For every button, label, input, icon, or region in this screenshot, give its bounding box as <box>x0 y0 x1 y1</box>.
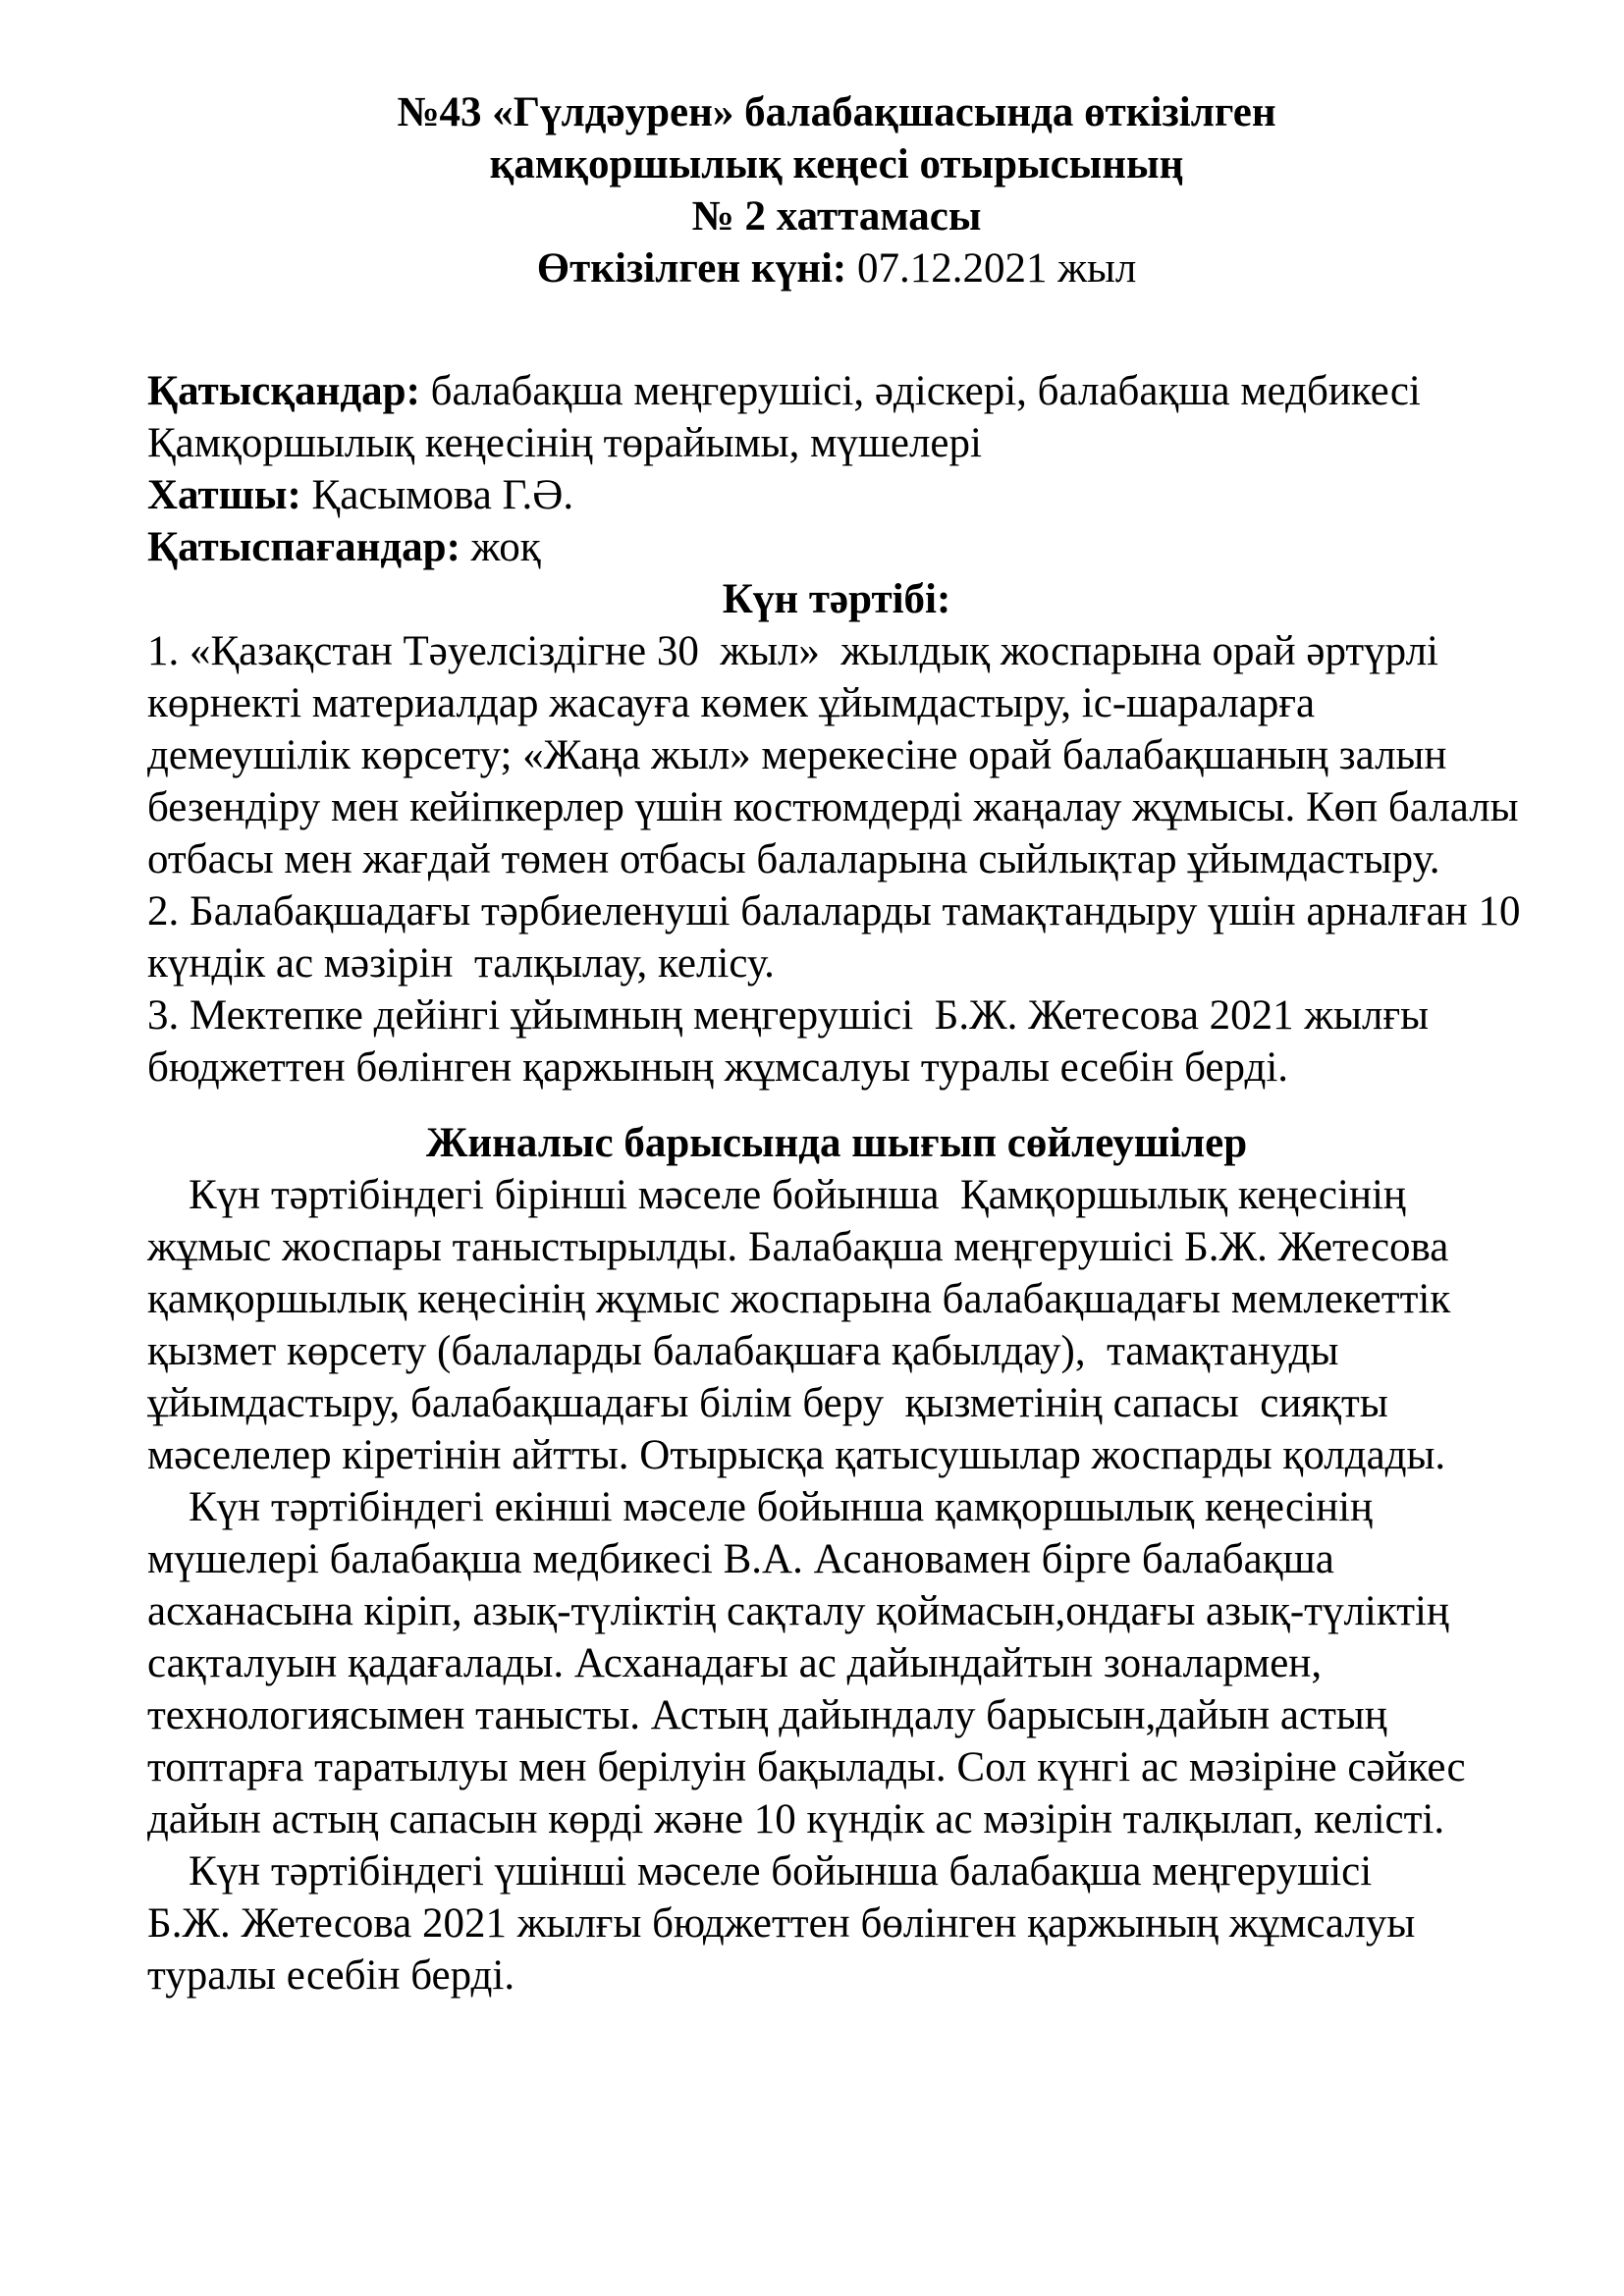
date-line <box>147 242 1526 294</box>
agenda-item-2: 2. Балабақшадағы тәрбиеленуші балаларды тамақтандыру үшін арналған 10 күндік ас мәзірін талқылау, келісу. <box>147 888 1532 987</box>
agenda-heading: Күн тәртібі: <box>722 576 951 622</box>
speech-paragraph-3: Күн тәртібіндегі үшінші мәселе бойынша балабақша меңгерушісі Б.Ж. Жетесова 2021 жылғы бюджеттен бөлінген қаржының жұмсалуы туралы есебін берді. <box>147 1848 1457 1999</box>
attendees-block <box>147 365 1526 573</box>
speech-paragraph-2: Күн тәртібіндегі екінші мәселе бойынша қамқоршылық кеңесінің мүшелері балабақша медбикесі В.А. Асановамен бірге балабақша асханасына кіріп, азық-түліктің сақталу қоймасын,ондағы азық-түліктің сақталуын қадағалады. Асханадағы ас дайындайтын зоналармен, технологиясымен танысты. Астың дайындалу барысын,дайын астың топтарға таратылуы мен берілуін бақылады. Сол күнгі ас мәзіріне сәйкес дайын астың сапасын көрді және 10 күндік ас мәзірін талқылап, келісті. <box>147 1484 1488 1842</box>
attendees-present-value: балабақша меңгерушісі, әдіскері, балабақша медбикесі <box>419 368 1421 414</box>
title-line-1: №43 «Гүлдәурен» балабақшасында өткізілген <box>397 89 1276 135</box>
speech-paragraph-1: Күн тәртібіндегі бірінші мәселе бойынша Қамқоршылық кеңесінің жұмыс жоспары таныстырылды. Балабақша меңгерушісі Б.Ж. Жетесова қамқоршылық кеңесінің жұмыс жоспарына балабақшадағы мемлекеттік қызмет көрсету (балаларды балабақшаға қабылдау), тамақтануды ұйымдастыру, балабақшадағы білім беру қызметінің сапасы сияқты мәселелер кіретінін айтты. Отырысқа қатысушылар жоспарды қолдады. <box>147 1172 1461 1478</box>
agenda-item-3: 3. Мектепке дейінгі ұйымның меңгерушісі Б.Ж. Жетесова 2021 жылғы бюджеттен бөлінген қаржының жұмсалуы туралы есебін берді. <box>147 992 1439 1091</box>
date-value: 07.12.2021 жыл <box>846 245 1137 292</box>
attendees-present-line-2: Қамқоршылық кеңесінің төрайымы, мүшелері <box>147 420 982 466</box>
secretary-value: Қасымова Г.Ә. <box>300 472 574 518</box>
title-line-3: № 2 хаттамасы <box>691 193 982 240</box>
date-label: Өткізілген күні: <box>536 245 847 292</box>
secretary-label: Хатшы: <box>147 472 301 518</box>
absent-label: Қатыспағандар: <box>147 524 460 570</box>
absent-line <box>147 521 1526 573</box>
secretary-line <box>147 469 1526 521</box>
attendees-present-label: Қатысқандар: <box>147 368 420 414</box>
attendees-present-line <box>147 365 1526 417</box>
document-title-block <box>147 86 1526 294</box>
speeches-heading: Жиналыс барысында шығып сөйлеушілер <box>425 1120 1248 1166</box>
agenda-item-1: 1. «Қазақстан Тәуелсіздігне 30 жыл» жылдық жоспарына орай әртүрлі көрнекті материалдар жасауға көмек ұйымдастыру, іс-шараларға демеушілік көрсету; «Жаңа жыл» мерекесіне орай балабақшаның залын безендіру мен кейіпкерлер үшін костюмдерді жаңалау жұмысы. Көп балалы отбасы мен жағдай төмен отбасы балаларына сыйлықтар ұйымдастыру. <box>147 628 1530 882</box>
title-line-2: қамқоршылық кеңесі отырысының <box>489 141 1184 187</box>
absent-value: жоқ <box>460 524 541 570</box>
